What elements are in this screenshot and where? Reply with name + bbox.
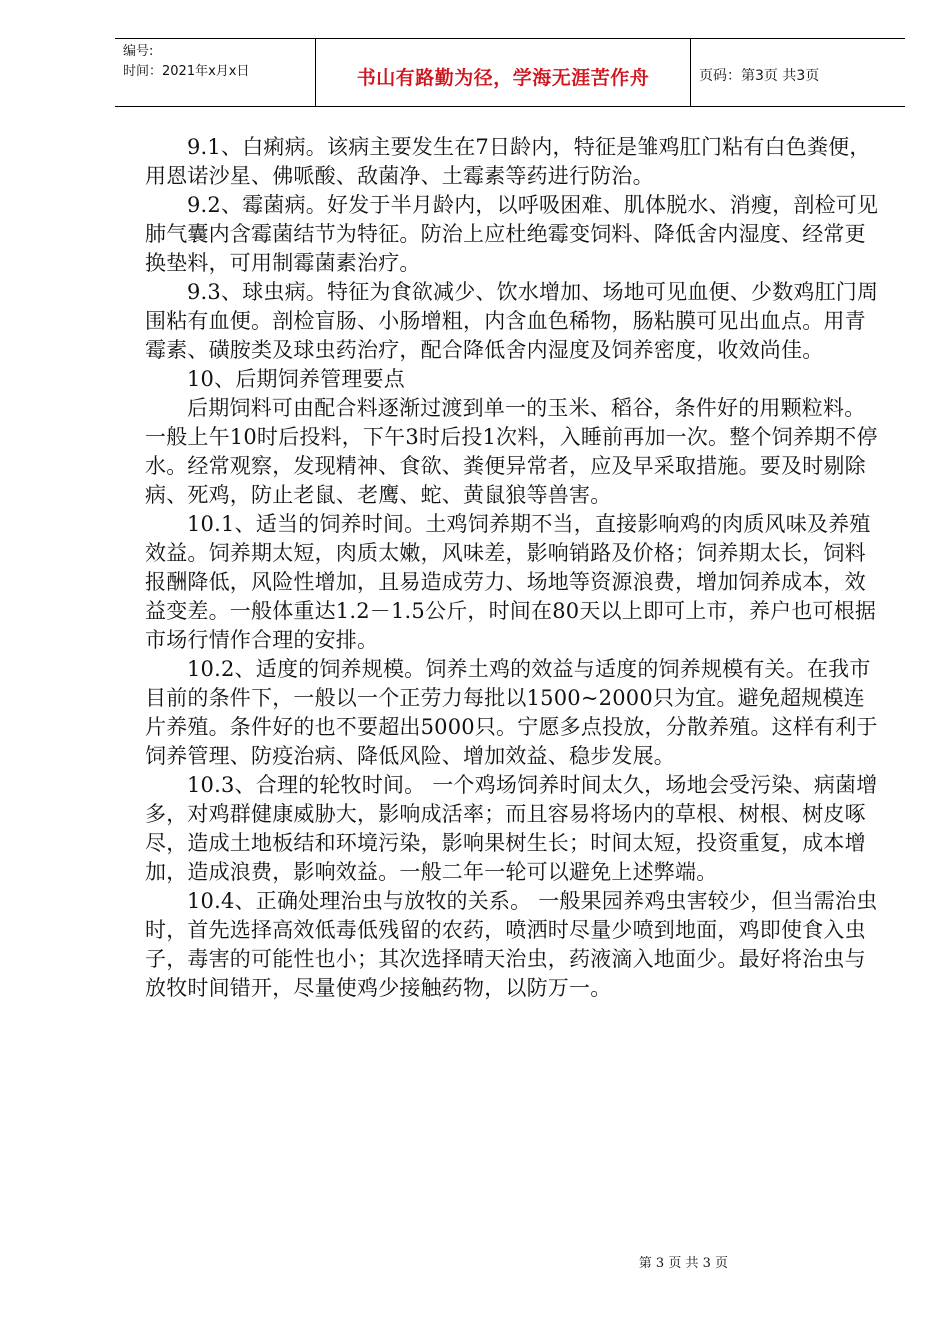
paragraph-pest-control: 10.4、正确处理治虫与放牧的关系。 一般果园养鸡虫害较少，但当需治虫时，首先选择高效低毒低残留的农药，喷洒时尽量少喷到地面，鸡即使食入虫子，毒害的可能性也小；其次选择晴天治虫，药液滴入地面少。最好将治虫与放牧时间错开，尽量使鸡少接触药物，以防万一。: [145, 889, 878, 1000]
header-meta: [123, 42, 249, 82]
time-label: 时间：2021年x月x日: [123, 64, 250, 79]
paragraph-mold-disease: 9.2、霉菌病。好发于半月龄内，以呼吸困难、肌体脱水、消瘦，剖检可见肺气囊内含霉菌结节为特征。防治上应杜绝霉变饲料、降低舍内湿度、经常更换垫料，可用制霉菌素治疗。: [145, 193, 879, 275]
document-body: [145, 133, 885, 1003]
paragraph-late-feeding: 后期饲料可由配合料逐渐过渡到单一的玉米、稻谷，条件好的用颗粒料。一般上午10时后投料，下午3时后投1次料，入睡前再加一次。整个饲养期不停水。经常观察，发现精神、食欲、粪便异常者，应及早采取措施。要及时剔除病、死鸡，防止老鼠、老鹰、蛇、黄鼠狼等兽害。: [145, 396, 878, 507]
header-page-info: 页码：第3页 共3页: [699, 68, 820, 84]
page-header: [115, 38, 905, 107]
page-footer: 第 3 页 共 3 页: [638, 1256, 728, 1271]
section-heading-late-feeding: 10、后期饲养管理要点: [187, 367, 405, 391]
header-divider: [690, 39, 691, 106]
header-motto: 书山有路勤为径，学海无涯苦作舟: [356, 67, 650, 89]
paragraph-feeding-scale: 10.2、适度的饲养规模。饲养土鸡的效益与适度的饲养规模有关。在我市目前的条件下，一般以一个正劳力每批以1500~2000只为宜。避免超规模连片养殖。条件好的也不要超出5000只。宁愿多点投放，分散养殖。这样有利于饲养管理、防疫治病、降低风险、增加效益、稳步发展。: [145, 657, 878, 768]
paragraph-rotation-time: 10.3、合理的轮牧时间。 一个鸡场饲养时间太久，场地会受污染、病菌增多，对鸡群健康威胁大，影响成活率；而且容易将场内的草根、树根、树皮啄尽，造成土地板结和环境污染，影响果树生长；时间太短，投资重复，成本增加，造成浪费，影响效益。一般二年一轮可以避免上述弊端。: [145, 773, 878, 884]
paragraph-coccidiosis: 9.3、球虫病。特征为食欲减少、饮水增加、场地可见血便、少数鸡肛门周围粘有血便。剖检盲肠、小肠增粗，内含血色稀物，肠粘膜可见出血点。用青霉素、磺胺类及球虫药治疗，配合降低舍内湿度及饲养密度，收效尚佳。: [145, 280, 879, 362]
paragraph-feeding-time: 10.1、适当的饲养时间。土鸡饲养期不当，直接影响鸡的肉质风味及养殖效益。饲养期太短，肉质太嫩，风味差，影响销路及价格；饲养期太长，饲料报酬降低，风险性增加，且易造成劳力、场地等资源浪费，增加饲养成本，效益变差。一般体重达1.2－1.5公斤，时间在80天以上即可上市，养户也可根据市场行情作合理的安排。: [145, 512, 877, 652]
serial-label: 编号:: [123, 44, 154, 59]
paragraph-white-diarrhea: 9.1、白痢病。该病主要发生在7日龄内，特征是雏鸡肛门粘有白色粪便，用恩诺沙星、佛哌酸、敌菌净、土霉素等药进行防治。: [145, 135, 871, 188]
